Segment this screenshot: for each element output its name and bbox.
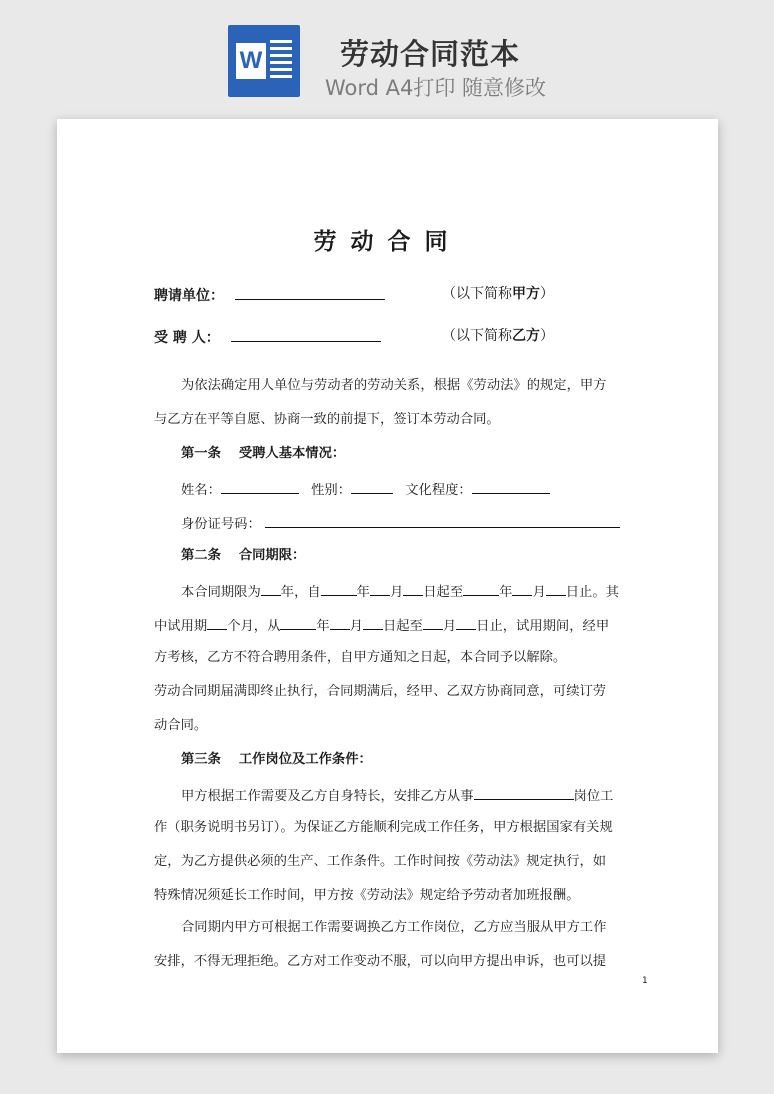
employer-label: 聘请单位： [154, 288, 224, 304]
article-2-line-5: 动合同。 [154, 718, 208, 733]
banner-subtitle: Word A4打印 随意修改 [325, 76, 547, 100]
article-2-line-2: 中试用期 个月，从 年 月 日起至 月 日止，试用期间，经甲 [154, 615, 609, 636]
banner-title: 劳动合同范本 [340, 37, 521, 71]
id-field[interactable] [265, 513, 620, 528]
word-icon [228, 25, 300, 97]
intro-line-2: 与乙方在平等自愿、协商一致的前提下，签订本劳动合同。 [154, 412, 500, 427]
party-a-label: 甲方 [512, 286, 540, 302]
article-2-line-1: 本合同期限为 年，自 年 月 日起至 年 月 日止。其 [181, 581, 619, 602]
employee-label: 受 聘 人： [154, 330, 220, 346]
article-3-line-4: 特殊情况须延长工作时间，甲方按《劳动法》规定给予劳动者加班报酬。 [154, 888, 580, 903]
employee-row [154, 327, 381, 347]
article-3-line-1: 甲方根据工作需要及乙方自身特长，安排乙方从事 岗位工 [181, 785, 613, 806]
page-number: 1 [642, 976, 648, 986]
intro-line-1: 为依法确定用人单位与劳动者的劳动关系，根据《劳动法》的规定，甲方 [181, 378, 607, 393]
employee-abbr: （以下简称乙方） [442, 328, 554, 344]
article-3-heading: 第三条 工作岗位及工作条件： [181, 752, 372, 767]
employee-field[interactable] [231, 327, 381, 342]
article-1-heading: 第一条 受聘人基本情况： [181, 446, 346, 461]
employer-field[interactable] [235, 285, 385, 300]
employer-abbr: （以下简称甲方） [442, 286, 554, 302]
word-icon-letter: W [236, 43, 266, 79]
position-field[interactable] [474, 785, 574, 800]
education-field[interactable] [472, 479, 550, 494]
article-3-line-6: 安排，不得无理拒绝。乙方对工作变动不服，可以向甲方提出申诉，也可以提 [154, 954, 607, 969]
gender-label: 性别： [311, 483, 352, 498]
party-b-label: 乙方 [512, 328, 540, 344]
document-page [57, 119, 718, 1053]
article-3-line-2: 作（职务说明书另订）。为保证乙方能顺利完成工作任务，甲方根据国家有关规 [154, 820, 613, 835]
article-3-line-5: 合同期内甲方可根据工作需要调换乙方工作岗位，乙方应当服从甲方工作 [181, 920, 607, 935]
gender-field[interactable] [351, 479, 393, 494]
education-label: 文化程度： [405, 483, 472, 498]
document-title: 劳动合同 [313, 229, 462, 255]
id-label: 身份证号码： [181, 517, 261, 532]
template-banner [0, 0, 774, 110]
article-2-line-4: 劳动合同期届满即终止执行，合同期满后，经甲、乙双方协商同意，可续订劳 [154, 684, 607, 699]
name-field[interactable] [221, 479, 299, 494]
article-3-line-3: 定，为乙方提供必须的生产、工作条件。工作时间按《劳动法》规定执行，如 [154, 854, 607, 869]
name-label: 姓名： [181, 483, 221, 498]
article-2-heading: 第二条 合同期限： [181, 548, 306, 563]
id-row [181, 513, 620, 534]
article-2-line-3: 方考核，乙方不符合聘用条件，自甲方通知之日起，本合同予以解除。 [154, 650, 567, 665]
employer-row [154, 285, 385, 305]
basic-info-row [181, 479, 550, 500]
